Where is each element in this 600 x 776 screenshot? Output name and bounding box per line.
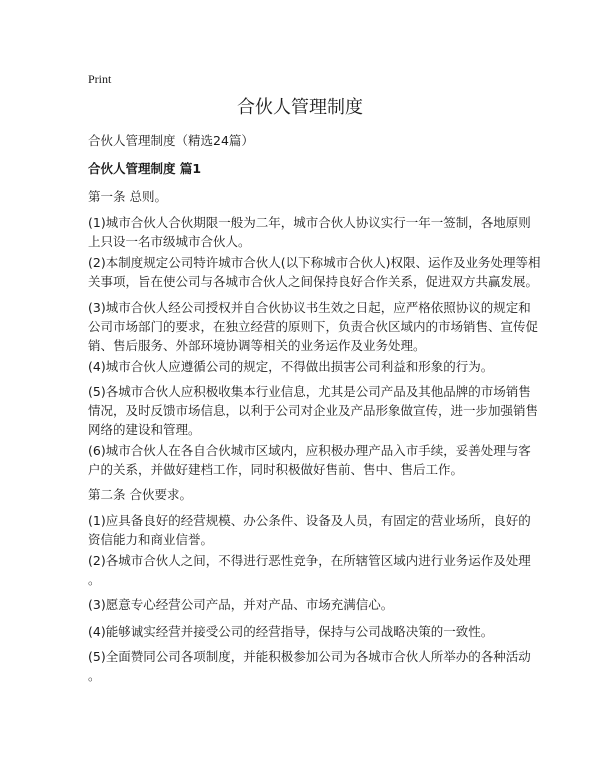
paragraph bbox=[88, 298, 538, 355]
paragraph-line: (1)城市合伙人合伙期限一般为二年，城市合伙人协议实行一年一签制，各地原则 bbox=[88, 215, 531, 230]
section-heading: 合伙人管理制度 篇1 bbox=[88, 161, 202, 176]
paragraph-line: 关事项，旨在使公司与各城市合伙人之间保持良好合作关系，促进双方共赢发展。 bbox=[88, 274, 539, 289]
document-subtitle: 合伙人管理制度（精选24篇） bbox=[88, 133, 254, 148]
paragraph-line: 资信能力和商业信誉。 bbox=[88, 532, 214, 547]
paragraph-line: (4)能够诚实经营并接受公司的经营指导，保持与公司战略决策的一致性。 bbox=[88, 624, 494, 639]
paragraph-line: 公司市场部门的要求，在独立经营的原则下，负责合伙区域内的市场销售、宣传促 bbox=[88, 319, 539, 334]
paragraph bbox=[88, 187, 167, 206]
paragraph-line: (5)全面赞同公司各项制度，并能积极参加公司为各城市合伙人所举办的各种活动 bbox=[88, 649, 531, 664]
paragraph-line: (5)各城市合伙人应积极收集本行业信息，尤其是公司产品及其他品牌的市场销售 bbox=[88, 384, 531, 399]
paragraph-line: (3)城市合伙人经公司授权并自合伙协议书生效之日起，应严格依照协议的规定和 bbox=[88, 300, 531, 315]
paragraph bbox=[88, 357, 493, 376]
paragraph-line: (6)城市合伙人在各自合伙城市区域内，应积极办理产品入市手续，妥善处理与客 bbox=[88, 443, 531, 458]
paragraph-line: (2)各城市合伙人之间，不得进行恶性竞争，在所辖管区域内进行业务运作及处理 bbox=[88, 553, 531, 568]
page-title: 合伙人管理制度 bbox=[237, 97, 363, 118]
paragraph bbox=[88, 595, 393, 614]
paragraph-line: 第二条 合伙要求。 bbox=[88, 487, 192, 502]
paragraph-line: (4)城市合伙人应遵循公司的规定，不得做出损害公司利益和形象的行为。 bbox=[88, 359, 494, 374]
paragraph-line: 上只设一名市级城市合伙人。 bbox=[88, 234, 251, 249]
paragraph bbox=[88, 441, 531, 479]
paragraph bbox=[88, 622, 493, 641]
paragraph-line: 销、售后服务、外部环境协调等相关的业务运作及业务处理。 bbox=[88, 338, 426, 353]
print-link[interactable]: Print bbox=[88, 72, 112, 86]
paragraph-line: (3)愿意专心经营公司产品，并对产品、市场充满信心。 bbox=[88, 597, 394, 612]
paragraph bbox=[88, 511, 531, 549]
paragraph-line: 情况，及时反馈市场信息，以利于公司对企业及产品形象做宣传，进一步加强销售 bbox=[88, 403, 539, 418]
paragraph-line: 。 bbox=[88, 572, 101, 587]
paragraph-line: 户的关系，并做好建档工作，同时积极做好售前、售中、售后工作。 bbox=[88, 462, 464, 477]
paragraph bbox=[88, 647, 531, 685]
paragraph bbox=[88, 551, 531, 589]
paragraph-line: 网络的建设和管理。 bbox=[88, 422, 201, 437]
paragraph bbox=[88, 213, 531, 251]
paragraph bbox=[88, 485, 192, 504]
paragraph-line: (1)应具备良好的经营规模、办公条件、设备及人员，有固定的营业场所，良好的 bbox=[88, 513, 531, 528]
paragraph bbox=[88, 253, 540, 291]
paragraph-line: 第一条 总则。 bbox=[88, 189, 167, 204]
paragraph-line: (2)本制度规定公司特许城市合伙人(以下称城市合伙人)权限、运作及业务处理等相 bbox=[88, 255, 541, 270]
paragraph-line: 。 bbox=[88, 668, 101, 683]
paragraph bbox=[88, 382, 538, 439]
